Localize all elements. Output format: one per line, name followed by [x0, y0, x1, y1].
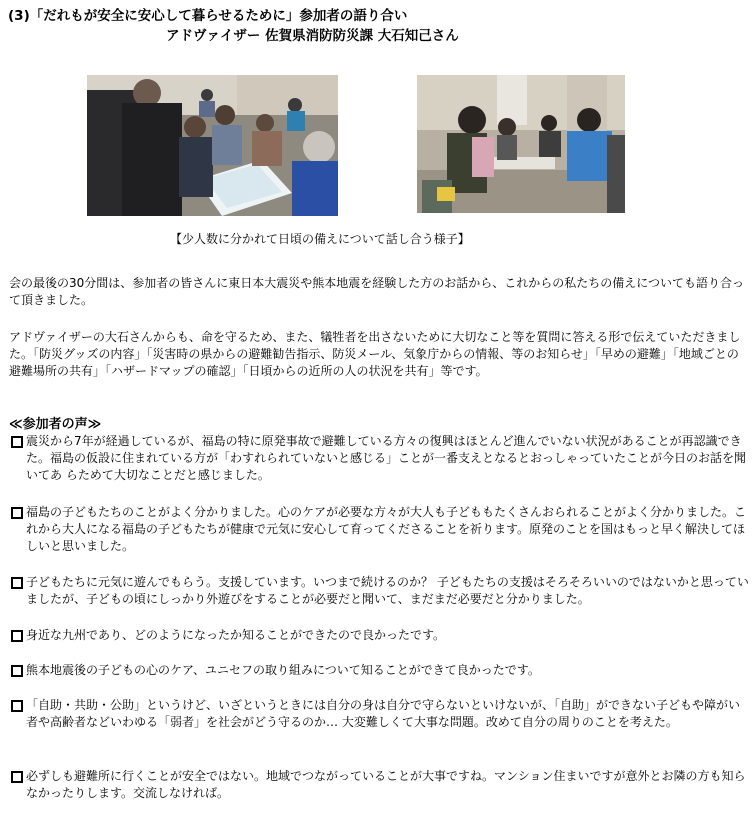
bullet-square-icon	[11, 771, 23, 783]
voice-text: 必ずしも避難所に行くことが安全ではない。地域でつながっていることが大事ですね。マンション住まいですが意外とお隣の方も知らなかったりします。交流しなければ。	[26, 769, 746, 800]
advisor-subtitle: アドヴァイザー 佐賀県消防防災課 大石知己さん	[166, 28, 459, 44]
bullet-square-icon	[11, 700, 23, 712]
voice-item	[9, 697, 749, 731]
discussion-photo-right	[417, 75, 625, 213]
bullet-square-icon	[11, 436, 23, 448]
voice-text: 「自助・共助・公助」というけど、いざというときには自分の身は自分で守らないといけないが、「自助」ができない子どもや障がい者や高齢者などいわゆる「弱者」を社会がどう守るのか… 大変難しくて大事な問題。改めて自分の周りのことを考えた。	[26, 698, 741, 729]
bullet-square-icon	[11, 577, 23, 589]
voice-item	[9, 574, 749, 608]
bullet-square-icon	[11, 507, 23, 519]
voice-item	[9, 627, 749, 644]
voice-text: 身近な九州であり、どのようになったか知ることができたので良かったです。	[26, 628, 446, 642]
photo-caption: 【少人数に分かれて日頃の備えについて話し合う様子】	[170, 232, 470, 246]
voice-text: 福島の子どもたちのことがよく分かりました。心のケアが必要な方々が大人も子どももたくさんおられることがよく分かりました。これから大人になる福島の子どもたちが健康で元気に安心して育ってくださることを祈ります。原発のことを国はもっと早く解決してほしいと思いました。	[26, 505, 747, 553]
discussion-photo-left	[87, 75, 338, 216]
voice-text: 熊本地震後の子どもの心のケア、ユニセフの取り組みについて知ることができて良かったです。	[26, 663, 540, 677]
voice-item	[9, 504, 749, 555]
voice-item	[9, 433, 749, 484]
bullet-square-icon	[11, 630, 23, 642]
bullet-square-icon	[11, 665, 23, 677]
section-title: (3)「だれもが安全に安心して暮らせるために」参加者の語り合い	[8, 8, 408, 24]
voice-text: 子どもたちに元気に遊んでもらう。支援しています。いつまで続けるのか？ 子どもたちの支援はそろそろいいのではないかと思っていましたが、子どもの頃にしっかり外遊びをすることが必要だと聞いて、まだまだ必要だと分かりました。	[26, 575, 749, 606]
intro-paragraph: 会の最後の30分間は、参加者の皆さんに東日本大震災や熊本地震を経験した方のお話から、これからの私たちの備えについても語り合って頂きました。	[9, 276, 745, 307]
voice-text: 震災から7年が経過しているが、福島の特に原発事故で避難している方々の復興はほとんど進んでいない状況があることが再認識できた。福島の仮設に住まれている方が「わすれられていないと感じる」ことが一番支えとなるとおっしゃっていたことが今日のお話を聞いてあ らためて大切なことだと感じました。	[26, 434, 747, 482]
voice-item	[9, 662, 749, 679]
advisor-paragraph: アドヴァイザーの大石さんからも、命を守るため、また、犠牲者を出さないために大切なこと等を質問に答える形で伝えていただきました。「防災グッズの内容」「災害時の県からの避難勧告指示、防災メール、気象庁からの情報、等のお知らせ」「早めの避難」「地域ごとの避難場所の共有」「ハザードマップの確認」「日頃からの近所の人の状況を共有」等です。	[9, 330, 741, 378]
voice-item	[9, 768, 749, 802]
participant-voices-heading: ≪参加者の声≫	[9, 417, 102, 432]
